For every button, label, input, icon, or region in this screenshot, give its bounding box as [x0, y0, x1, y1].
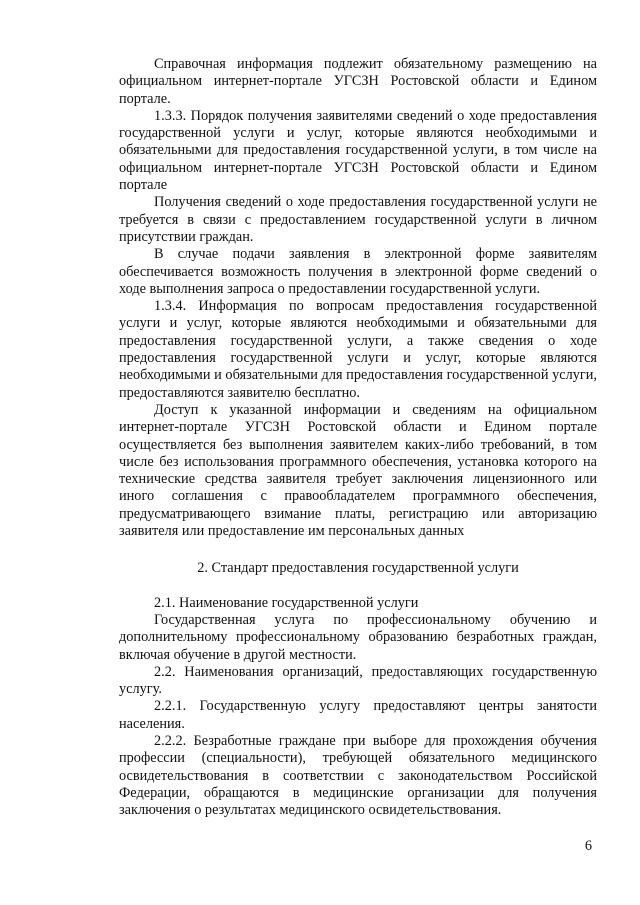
page-number: 6: [584, 838, 592, 854]
paragraph-2-1: 2.1. Наименование государственной услуги: [154, 594, 419, 611]
paragraph-1-3-3: 1.3.3. Порядок получения заявителями сведений о ходе предоставления государственной услуги и услуг, которые являются необходимыми и обязательными для предоставления государственной услуги, в том числе на официальном интернет-портале УГСЗН Ростовской области и Едином портале: [119, 107, 597, 194]
paragraph-1-3-4: 1.3.4. Информация по вопросам предоставления государственной услуги и услуг, которые являются необходимыми и обязательными для предоставления государственной услуги, а также сведения о ходе предоставления государственной услуги и услуг, которые являются необходимыми и обязательными для предоставления государственной услуги, предоставляются заявителю бесплатно.: [119, 298, 597, 401]
paragraph-access: Доступ к указанной информации и сведениям на официальном интернет-портале УГСЗН Ростовской области и Едином портале осуществляется без выполнения заявителем каких-либо требований, в том числе без использования программного обеспечения, установка которого на технические средства заявителя требует заключения лицензионного или иного соглашения с правообладателем программного обеспечения, предусматривающего взимание платы, регистрацию или авторизацию заявителя или предоставление им персональных данных: [119, 401, 597, 540]
paragraph-status-info: Получения сведений о ходе предоставления государственной услуги не требуется в связи с предоставлением государственной услуги в личном присутствии граждан.: [119, 194, 597, 245]
paragraph-2-2: 2.2. Наименования организаций, предоставляющих государственную услугу.: [119, 663, 597, 698]
paragraph-reference-info: Справочная информация подлежит обязательному размещению на официальном интернет-портале УГСЗН Ростовской области и Едином портале.: [119, 56, 597, 107]
paragraph-2-2-2: 2.2.2. Безработные граждане при выборе для прохождения обучения профессии (специальности), требующей обязательного медицинского освидетельствования в соответствии с законодательством Российской Федерации, обращаются в медицинские организации для получения заключения о результатах медицинского освидетельствования.: [119, 732, 597, 819]
paragraph-service-name: Государственная услуга по профессиональному обучению и дополнительному профессиональному образованию безработных граждан, включая обучение в другой местности.: [119, 611, 597, 663]
paragraph-electronic-form: В случае подачи заявления в электронной форме заявителям обеспечивается возможность получения в электронной форме сведений о ходе выполнения запроса о предоставлении государственной услуги.: [119, 246, 597, 297]
document-body: [119, 56, 597, 819]
section-title: 2. Стандарт предоставления государственной услуги: [197, 560, 519, 577]
paragraph-2-2-1: 2.2.1. Государственную услугу предоставляют центры занятости населения.: [119, 698, 597, 732]
